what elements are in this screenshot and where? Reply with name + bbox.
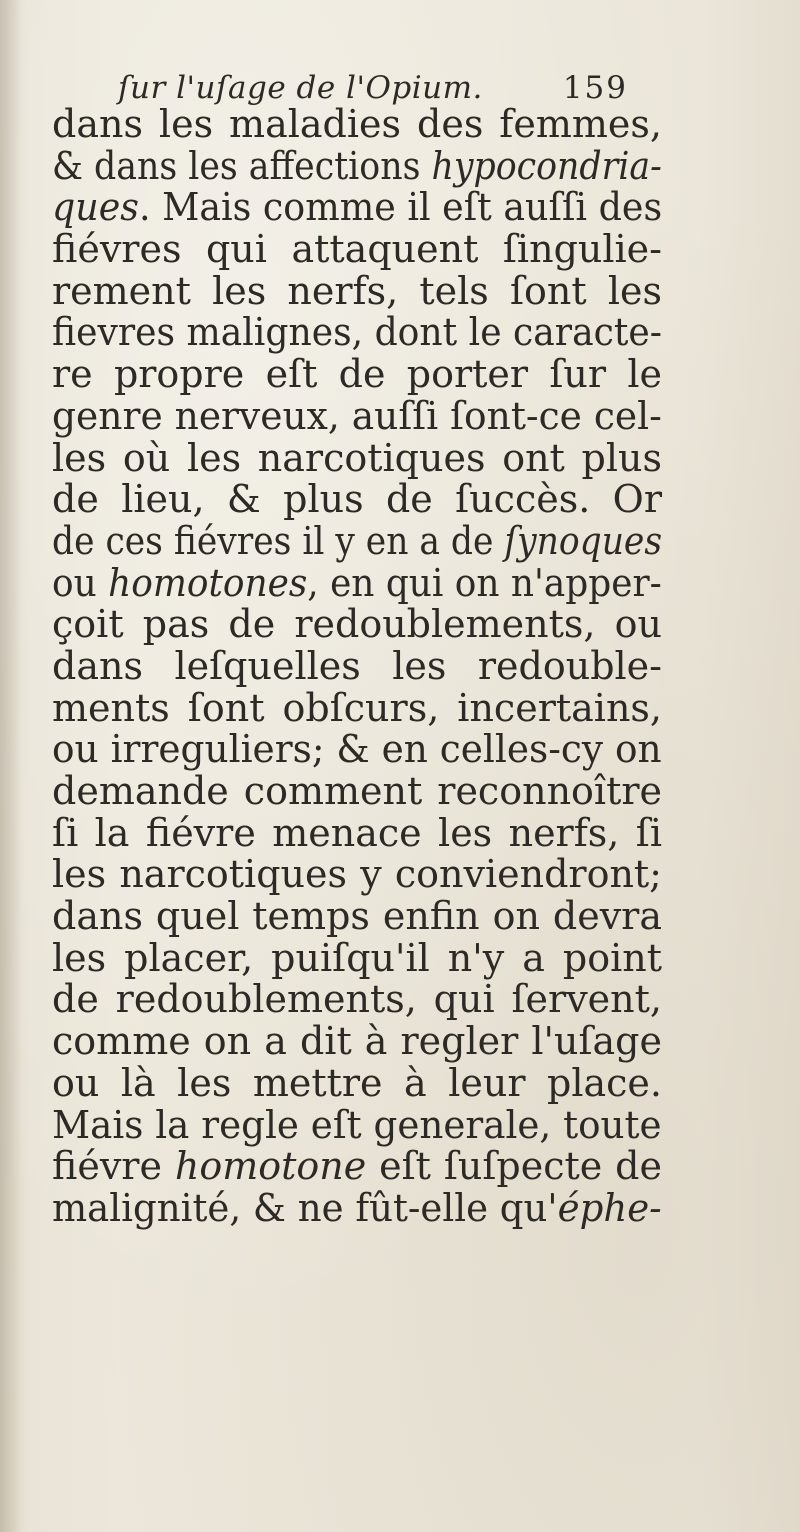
text-segment: malignité, & ne fût-elle qu' [52, 1185, 558, 1230]
text-line [52, 229, 662, 271]
text-line [52, 979, 662, 1021]
page-number: 159 [562, 70, 628, 106]
text-line [52, 518, 663, 563]
text-line [52, 185, 663, 230]
text-segment: rement les nerfs, tels ſont les [52, 268, 662, 313]
text-line [52, 727, 662, 772]
text-line [52, 854, 662, 896]
text-line [52, 810, 662, 855]
text-line [52, 393, 662, 438]
text-segment: re propre eſt de porter ſur le [52, 352, 662, 397]
text-line [52, 643, 662, 688]
text-line [52, 1185, 662, 1230]
text-segment: ou [52, 560, 109, 605]
text-segment: dans quel temps enfin on devra [52, 894, 662, 939]
text-segment: ments ſont obſcurs, incertains, [52, 685, 662, 730]
italic-segment: hypocondria- [431, 143, 662, 188]
text-segment: ou là les mettre à leur place. [52, 1060, 662, 1105]
text-line [52, 104, 662, 146]
text-line [52, 771, 662, 813]
text-line [52, 479, 662, 521]
text-line [52, 310, 662, 355]
text-line [52, 685, 662, 730]
text-segment: de ces fiévres il y en a de [52, 518, 505, 563]
text-line [52, 1060, 662, 1105]
text-segment: dans les maladies des femmes, [52, 102, 662, 146]
text-segment: Mais la regle eſt generale, toute [52, 1102, 662, 1147]
text-segment: ſi la fiévre menace les nerfs, ſi [52, 810, 662, 855]
text-segment: eſt ſuſpecte de [366, 1144, 662, 1189]
text-line [52, 354, 662, 396]
page-gutter-shadow [0, 0, 22, 1532]
text-segment: les où les narcotiques ont plus [52, 435, 662, 480]
text-line [52, 1021, 662, 1063]
text-line [52, 604, 662, 646]
italic-segment: ques [52, 185, 139, 230]
text-segment: demande comment reconnoître [52, 769, 662, 813]
body-text [52, 104, 662, 1230]
text-segment: genre nerveux, auſſi ſont-ce cel- [52, 393, 662, 438]
text-segment: & dans les affections [52, 143, 432, 188]
text-segment: fievres malignes, dont le caracte- [52, 310, 662, 355]
text-line [52, 143, 662, 188]
italic-segment: ſynoques [504, 518, 663, 563]
text-segment: ou irreguliers; & en celles-cy on [52, 727, 662, 772]
running-title: ſur l'uſage de l'Opium. [118, 70, 483, 106]
text-segment: de redoublements, qui ſervent, [52, 977, 662, 1022]
text-line [52, 560, 662, 605]
text-segment: comme on a dit à regler l'uſage [52, 1019, 662, 1064]
text-line [52, 1146, 662, 1188]
text-line [52, 896, 662, 938]
text-segment: çoit pas de redoublements, ou [52, 602, 662, 647]
text-segment: , en qui on n'apper- [307, 560, 662, 605]
text-segment: fiévre [52, 1144, 175, 1189]
italic-segment: homotone [174, 1144, 367, 1189]
text-segment: dans leſquelles les redouble- [52, 643, 662, 688]
text-segment: les placer, puiſqu'il n'y a point [52, 935, 662, 980]
italic-segment: homotones [108, 560, 308, 605]
italic-segment: éphe- [557, 1185, 662, 1230]
text-line [52, 935, 662, 980]
text-line [52, 435, 662, 480]
text-line [52, 1102, 662, 1147]
text-segment: . Mais comme il eſt auſſi des [138, 185, 663, 230]
text-segment: de lieu, & plus de ſuccès. Or [52, 477, 662, 522]
text-line [52, 268, 662, 313]
text-segment: les narcotiques y conviendront; [52, 852, 662, 897]
text-segment: fiévres qui attaquent ſingulie- [52, 227, 662, 272]
